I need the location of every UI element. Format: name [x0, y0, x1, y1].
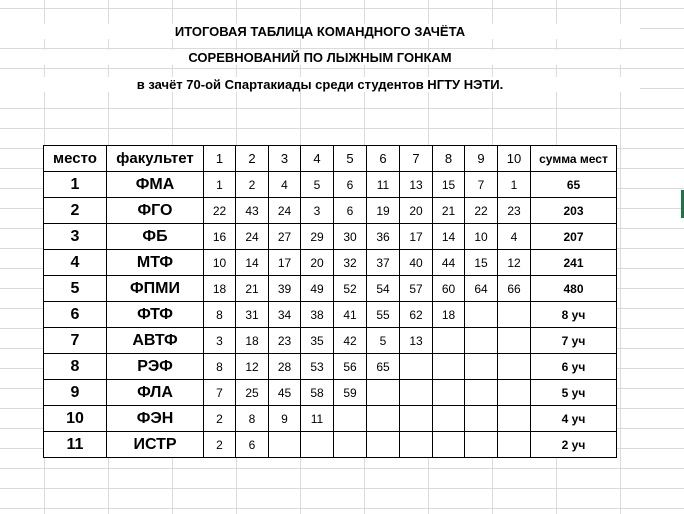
cell-place[interactable]: 1: [44, 172, 107, 198]
cell-sum[interactable]: 7 уч: [531, 328, 617, 354]
table-row: [44, 380, 617, 406]
cell-score-2[interactable]: 14: [236, 250, 269, 276]
cell-score-9[interactable]: 64: [465, 276, 498, 302]
cell-faculty[interactable]: РЭФ: [107, 354, 204, 380]
results-table: [43, 145, 617, 458]
cell-faculty[interactable]: ФМА: [107, 172, 204, 198]
cell-score-10[interactable]: [498, 354, 531, 380]
cell-score-2[interactable]: 8: [236, 406, 269, 432]
cell-score-10[interactable]: [498, 328, 531, 354]
cell-faculty[interactable]: ФБ: [107, 224, 204, 250]
cell-score-10[interactable]: [498, 302, 531, 328]
cell-score-1[interactable]: 2: [204, 432, 236, 458]
cell-score-7[interactable]: 40: [400, 250, 433, 276]
cell-score-6[interactable]: [367, 432, 400, 458]
cell-score-7[interactable]: 57: [400, 276, 433, 302]
cell-faculty[interactable]: ФПМИ: [107, 276, 204, 302]
cell-place[interactable]: 7: [44, 328, 107, 354]
cell-score-1[interactable]: 8: [204, 302, 236, 328]
cell-place[interactable]: 10: [44, 406, 107, 432]
cell-score-8[interactable]: 21: [433, 198, 465, 224]
cell-score-8[interactable]: 18: [433, 302, 465, 328]
header-col-7[interactable]: 7: [400, 146, 433, 172]
header-col-5[interactable]: 5: [334, 146, 367, 172]
cell-score-9[interactable]: 7: [465, 172, 498, 198]
cell-score-7[interactable]: 13: [400, 172, 433, 198]
cell-score-8[interactable]: 44: [433, 250, 465, 276]
cell-sum[interactable]: 5 уч: [531, 380, 617, 406]
cell-place[interactable]: 6: [44, 302, 107, 328]
cell-score-8[interactable]: [433, 380, 465, 406]
table-row: [44, 354, 617, 380]
cell-score-2[interactable]: 21: [236, 276, 269, 302]
cell-score-5[interactable]: [334, 406, 367, 432]
cell-score-8[interactable]: [433, 328, 465, 354]
cell-place[interactable]: 2: [44, 198, 107, 224]
cell-faculty[interactable]: ФЛА: [107, 380, 204, 406]
cell-score-3[interactable]: 27: [269, 224, 301, 250]
cell-score-6[interactable]: [367, 380, 400, 406]
table-row: [44, 406, 617, 432]
cell-score-5[interactable]: 41: [334, 302, 367, 328]
cell-score-4[interactable]: 35: [301, 328, 334, 354]
cell-score-3[interactable]: 45: [269, 380, 301, 406]
cell-score-9[interactable]: [465, 380, 498, 406]
title-line-3-text: в зачёт 70-ой Спартакиады среди студентов НГТУ НЭТИ.: [133, 77, 508, 92]
title-line-1-text: ИТОГОВАЯ ТАБЛИЦА КОМАНДНОГО ЗАЧЁТА: [171, 24, 469, 39]
cell-score-6[interactable]: 11: [367, 172, 400, 198]
cell-score-10[interactable]: 66: [498, 276, 531, 302]
header-col-10[interactable]: 10: [498, 146, 531, 172]
header-col-1[interactable]: 1: [204, 146, 236, 172]
cell-score-4[interactable]: 53: [301, 354, 334, 380]
header-col-9[interactable]: 9: [465, 146, 498, 172]
cell-score-5[interactable]: 30: [334, 224, 367, 250]
cell-score-8[interactable]: [433, 406, 465, 432]
cell-score-8[interactable]: [433, 354, 465, 380]
cell-score-1[interactable]: 2: [204, 406, 236, 432]
header-faculty[interactable]: факультет: [107, 146, 204, 172]
cell-score-2[interactable]: 12: [236, 354, 269, 380]
cell-sum[interactable]: 203: [531, 198, 617, 224]
cell-sum[interactable]: 207: [531, 224, 617, 250]
table-row: [44, 302, 617, 328]
cell-place[interactable]: 3: [44, 224, 107, 250]
cell-score-1[interactable]: 10: [204, 250, 236, 276]
table-row: [44, 172, 617, 198]
cell-score-4[interactable]: 3: [301, 198, 334, 224]
cell-score-3[interactable]: 4: [269, 172, 301, 198]
cell-score-4[interactable]: 20: [301, 250, 334, 276]
cell-score-8[interactable]: 60: [433, 276, 465, 302]
cell-score-3[interactable]: 24: [269, 198, 301, 224]
cell-faculty[interactable]: ФЭН: [107, 406, 204, 432]
cell-sum[interactable]: 4 уч: [531, 406, 617, 432]
cell-score-4[interactable]: 5: [301, 172, 334, 198]
cell-score-4[interactable]: 58: [301, 380, 334, 406]
header-col-3[interactable]: 3: [269, 146, 301, 172]
table-row: [44, 250, 617, 276]
cell-score-1[interactable]: 18: [204, 276, 236, 302]
cell-score-3[interactable]: 9: [269, 406, 301, 432]
cell-score-1[interactable]: 1: [204, 172, 236, 198]
cell-score-4[interactable]: [301, 432, 334, 458]
header-col-6[interactable]: 6: [367, 146, 400, 172]
cell-score-4[interactable]: 11: [301, 406, 334, 432]
header-row: [44, 146, 617, 172]
cell-score-3[interactable]: 23: [269, 328, 301, 354]
cell-faculty[interactable]: АВТФ: [107, 328, 204, 354]
cell-score-6[interactable]: 5: [367, 328, 400, 354]
cell-score-1[interactable]: 3: [204, 328, 236, 354]
cell-sum[interactable]: 480: [531, 276, 617, 302]
title-line-1: [0, 24, 640, 39]
table-row: [44, 328, 617, 354]
cell-faculty[interactable]: ФТФ: [107, 302, 204, 328]
header-col-4[interactable]: 4: [301, 146, 334, 172]
cell-score-9[interactable]: [465, 328, 498, 354]
cell-score-9[interactable]: [465, 432, 498, 458]
cell-score-5[interactable]: 56: [334, 354, 367, 380]
table-row: [44, 276, 617, 302]
cell-score-8[interactable]: 14: [433, 224, 465, 250]
cell-place[interactable]: 8: [44, 354, 107, 380]
cell-place[interactable]: 5: [44, 276, 107, 302]
cell-score-2[interactable]: 31: [236, 302, 269, 328]
cell-score-10[interactable]: [498, 432, 531, 458]
cell-faculty[interactable]: ИСТР: [107, 432, 204, 458]
table-row: [44, 224, 617, 250]
cell-score-5[interactable]: 6: [334, 172, 367, 198]
cell-score-7[interactable]: [400, 406, 433, 432]
cell-score-7[interactable]: [400, 432, 433, 458]
cell-score-3[interactable]: 39: [269, 276, 301, 302]
cell-score-5[interactable]: 52: [334, 276, 367, 302]
cell-score-9[interactable]: [465, 354, 498, 380]
cell-score-5[interactable]: 59: [334, 380, 367, 406]
cell-score-4[interactable]: 38: [301, 302, 334, 328]
cell-score-6[interactable]: [367, 406, 400, 432]
cell-score-9[interactable]: 15: [465, 250, 498, 276]
cell-score-5[interactable]: [334, 432, 367, 458]
cell-score-2[interactable]: 43: [236, 198, 269, 224]
cell-sum[interactable]: 2 уч: [531, 432, 617, 458]
cell-score-6[interactable]: 36: [367, 224, 400, 250]
header-col-2[interactable]: 2: [236, 146, 269, 172]
cell-score-3[interactable]: 34: [269, 302, 301, 328]
table-row: [44, 432, 617, 458]
cell-score-6[interactable]: 19: [367, 198, 400, 224]
cell-score-9[interactable]: [465, 302, 498, 328]
cell-score-7[interactable]: [400, 380, 433, 406]
cell-score-9[interactable]: [465, 406, 498, 432]
cell-score-7[interactable]: 13: [400, 328, 433, 354]
cell-score-7[interactable]: 20: [400, 198, 433, 224]
cell-score-2[interactable]: 18: [236, 328, 269, 354]
cell-sum[interactable]: 8 уч: [531, 302, 617, 328]
cell-sum[interactable]: 241: [531, 250, 617, 276]
cell-faculty[interactable]: ФГО: [107, 198, 204, 224]
header-col-8[interactable]: 8: [433, 146, 465, 172]
cell-score-9[interactable]: 10: [465, 224, 498, 250]
cell-score-6[interactable]: 37: [367, 250, 400, 276]
cell-score-10[interactable]: [498, 406, 531, 432]
cell-score-4[interactable]: 29: [301, 224, 334, 250]
title-line-2: [0, 50, 640, 65]
table-row: [44, 198, 617, 224]
cell-place[interactable]: 4: [44, 250, 107, 276]
cell-faculty[interactable]: МТФ: [107, 250, 204, 276]
cell-score-10[interactable]: 4: [498, 224, 531, 250]
cell-score-2[interactable]: 6: [236, 432, 269, 458]
cell-score-1[interactable]: 16: [204, 224, 236, 250]
cell-place[interactable]: 11: [44, 432, 107, 458]
cell-score-5[interactable]: 6: [334, 198, 367, 224]
cell-score-1[interactable]: 8: [204, 354, 236, 380]
cell-score-5[interactable]: 42: [334, 328, 367, 354]
cell-score-7[interactable]: [400, 354, 433, 380]
header-place[interactable]: место: [44, 146, 107, 172]
cell-score-8[interactable]: [433, 432, 465, 458]
cell-score-3[interactable]: 28: [269, 354, 301, 380]
cell-score-2[interactable]: 25: [236, 380, 269, 406]
cell-sum[interactable]: 6 уч: [531, 354, 617, 380]
cell-score-9[interactable]: 22: [465, 198, 498, 224]
cell-score-7[interactable]: 17: [400, 224, 433, 250]
cell-score-5[interactable]: 32: [334, 250, 367, 276]
cell-place[interactable]: 9: [44, 380, 107, 406]
cell-score-6[interactable]: 54: [367, 276, 400, 302]
cell-score-10[interactable]: 23: [498, 198, 531, 224]
cell-score-7[interactable]: 62: [400, 302, 433, 328]
cell-score-3[interactable]: [269, 432, 301, 458]
cell-score-10[interactable]: [498, 380, 531, 406]
cell-score-3[interactable]: 17: [269, 250, 301, 276]
cell-score-2[interactable]: 2: [236, 172, 269, 198]
title-line-2-text: СОРЕВНОВАНИЙ ПО ЛЫЖНЫМ ГОНКАМ: [184, 50, 455, 65]
cell-score-10[interactable]: 12: [498, 250, 531, 276]
cell-sum[interactable]: 65: [531, 172, 617, 198]
cell-score-1[interactable]: 7: [204, 380, 236, 406]
header-sum[interactable]: сумма мест: [531, 146, 617, 172]
cell-score-10[interactable]: 1: [498, 172, 531, 198]
title-line-3: [0, 77, 640, 92]
table-body: [44, 172, 617, 458]
cell-score-6[interactable]: 65: [367, 354, 400, 380]
cell-score-1[interactable]: 22: [204, 198, 236, 224]
cell-score-2[interactable]: 24: [236, 224, 269, 250]
cell-score-6[interactable]: 55: [367, 302, 400, 328]
cell-score-4[interactable]: 49: [301, 276, 334, 302]
cell-score-8[interactable]: 15: [433, 172, 465, 198]
